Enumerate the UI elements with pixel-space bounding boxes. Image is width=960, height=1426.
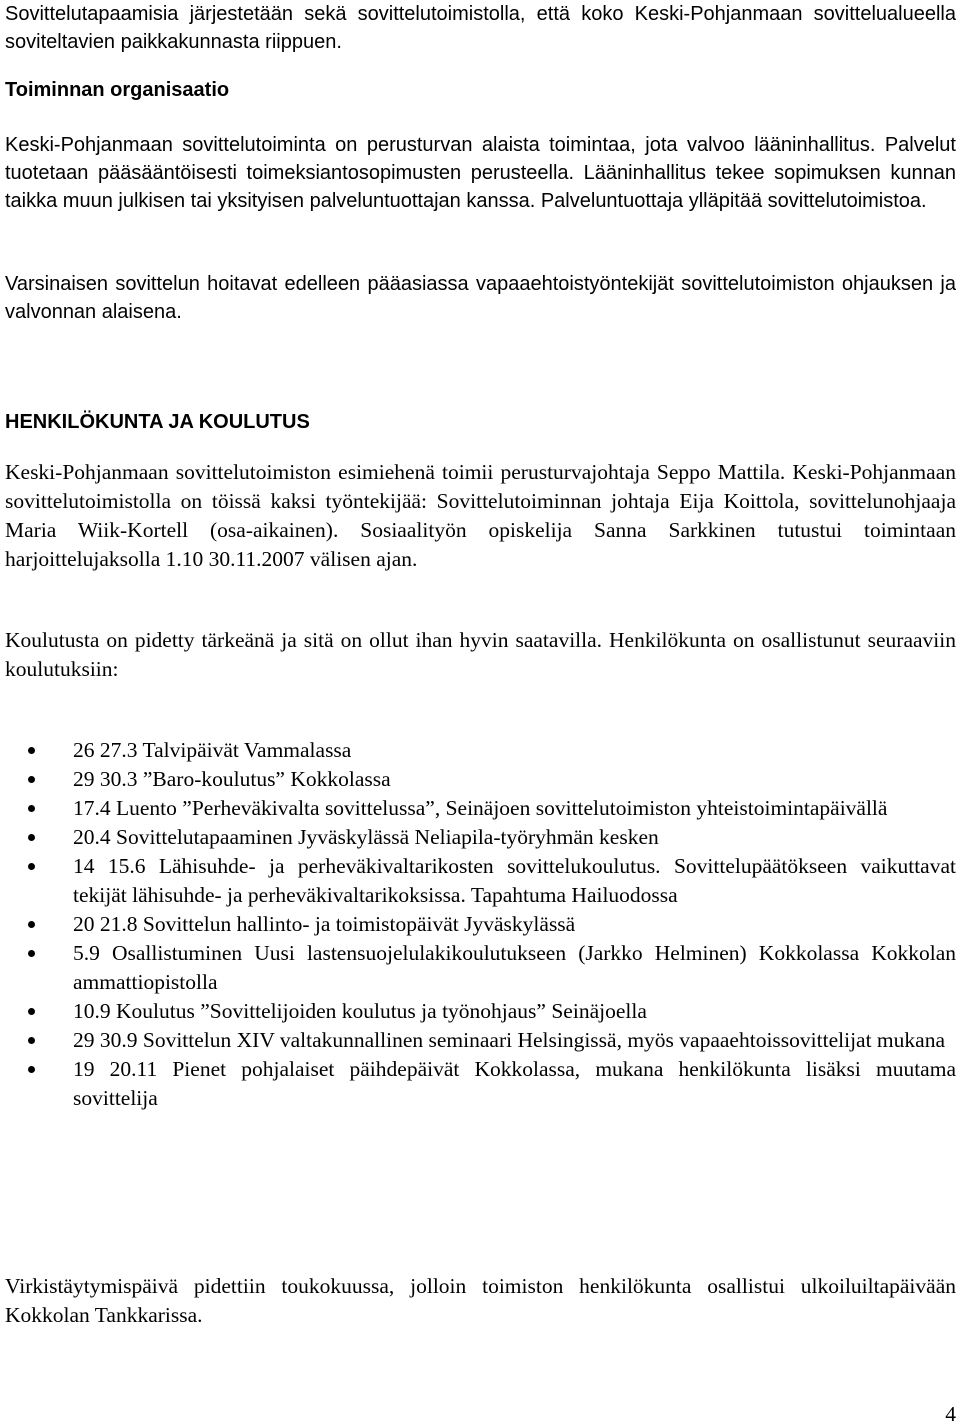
staff-paragraph: Keski-Pohjanmaan sovittelutoimiston esimiehenä toimii perusturvajohtaja Seppo Mattila. Keski-Pohjanmaan sovittelutoimistolla on töissä kaksi työntekijää: Sovittelutoiminnan johtaja Eija Koittola, sovittelunohjaaja Maria Wiik-Kortell (osa-aikainen). Sosiaalityön opiskelija Sanna Sarkkinen tutustui toimintaan harjoittelujaksolla 1.10 30.11.2007 välisen ajan.	[5, 460, 956, 571]
training-list-item: 14 15.6 Lähisuhde- ja perheväkivaltarikosten sovittelukoulutus. Sovittelupäätökseen vaikuttavat tekijät lähisuhde- ja perheväkivaltarikoksissa. Tapahtuma Hailuodossa	[5, 852, 956, 910]
volunteers-paragraph: Varsinaisen sovittelun hoitavat edelleen pääasiassa vapaaehtoistyöntekijät sovittelutoimiston ohjauksen ja valvonnan alaisena.	[5, 273, 956, 323]
closing-paragraph: Virkistäytymispäivä pidettiin toukokuussa, jolloin toimiston henkilökunta osallistui ulkoiluiltapäivään Kokkolan Tankkarissa.	[5, 1274, 956, 1327]
bullet-icon	[28, 921, 35, 928]
section-heading-organisation: Toiminnan organisaatio	[5, 79, 230, 101]
training-list-item: 5.9 Osallistuminen Uusi lastensuojelulakikoulutukseen (Jarkko Helminen) Kokkolassa Kokkolan ammattiopistolla	[5, 939, 956, 997]
bullet-icon	[28, 1037, 35, 1044]
training-list-item: 20.4 Sovittelutapaaminen Jyväskylässä Neliapila-työryhmän kesken	[5, 823, 956, 852]
bullet-icon	[28, 1008, 35, 1015]
bullet-icon	[28, 950, 35, 957]
training-intro-paragraph: Koulutusta on pidetty tärkeänä ja sitä on ollut ihan hyvin saatavilla. Henkilökunta on osallistunut seuraaviin koulutuksiin:	[5, 628, 956, 681]
bullet-icon	[28, 863, 35, 870]
bullet-icon	[28, 834, 35, 841]
intro-paragraph: Sovittelutapaamisia järjestetään sekä sovittelutoimistolla, että koko Keski-Pohjanmaan sovittelualueella soviteltavien paikkakunnasta riippuen.	[5, 3, 956, 53]
bullet-icon	[28, 776, 35, 783]
training-list	[5, 736, 956, 1113]
training-list-item: 29 30.3 ”Baro-koulutus” Kokkolassa	[5, 765, 956, 794]
bullet-icon	[28, 747, 35, 754]
training-list-item: 19 20.11 Pienet pohjalaiset päihdepäivät Kokkolassa, mukana henkilökunta lisäksi muutama sovittelija	[5, 1055, 956, 1113]
training-list-item: 10.9 Koulutus ”Sovittelijoiden koulutus ja työnohjaus” Seinäjoella	[5, 997, 956, 1026]
bullet-icon	[28, 1066, 35, 1073]
training-list-item: 29 30.9 Sovittelun XIV valtakunnallinen seminaari Helsingissä, myös vapaaehtoissovittelijat mukana	[5, 1026, 956, 1055]
training-list-item: 26 27.3 Talvipäivät Vammalassa	[5, 736, 956, 765]
training-list-item: 17.4 Luento ”Perheväkivalta sovittelussa”, Seinäjoen sovittelutoimiston yhteistoimintapäivällä	[5, 794, 956, 823]
bullet-icon	[28, 805, 35, 812]
organisation-paragraph: Keski-Pohjanmaan sovittelutoiminta on perusturvan alaista toimintaa, jota valvoo lääninhallitus. Palvelut tuotetaan pääsääntöisesti toimeksiantosopimusten perusteella. Lääninhallitus tekee sopimuksen kunnan taikka muun julkisen tai yksityisen palveluntuottajan kanssa. Palveluntuottaja ylläpitää sovittelutoimistoa.	[5, 134, 956, 212]
page-number: 4	[945, 1402, 956, 1426]
training-list-item: 20 21.8 Sovittelun hallinto- ja toimistopäivät Jyväskylässä	[5, 910, 956, 939]
section-heading-staff: HENKILÖKUNTA JA KOULUTUS	[5, 411, 310, 433]
